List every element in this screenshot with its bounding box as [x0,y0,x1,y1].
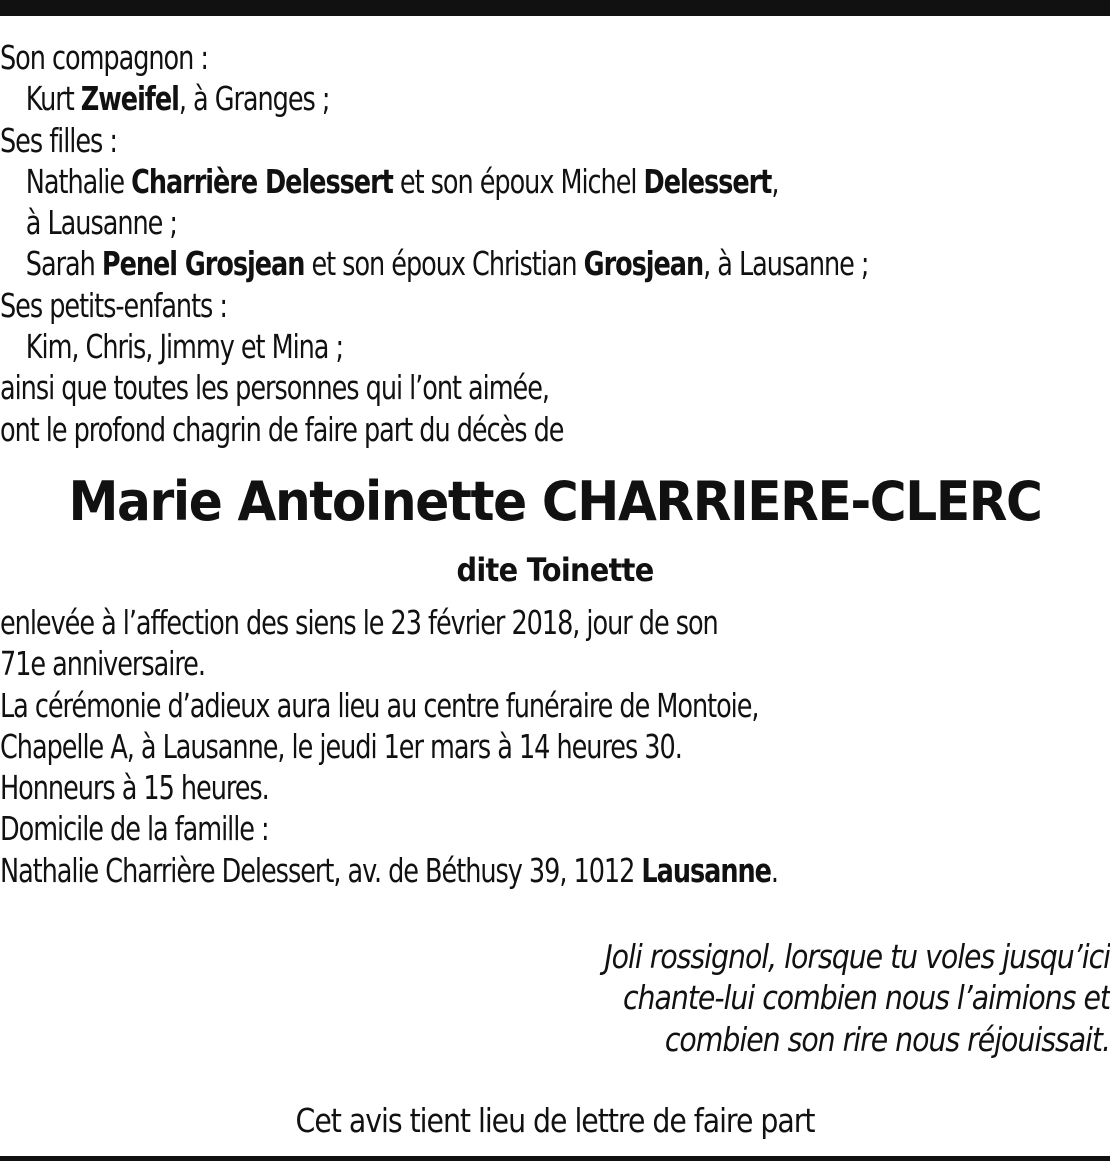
companion-place: , à Granges ; [178,79,330,119]
grandchildren-heading: Ses petits-enfants : [0,285,227,325]
grandchildren-names: Kim, Chris, Jimmy et Mina ; [25,327,344,367]
announcement-line: ont le profond chagrin de faire part du décès de [0,409,564,449]
daughters-heading: Ses filles : [0,120,117,160]
daughter2-first-name: Sarah [25,244,102,284]
details-block [0,602,951,891]
poem [155,936,1110,1060]
family-list [0,37,951,450]
daughter2-last-name: Penel Grosjean [101,244,305,284]
poem-line-1: Joli rossignol, lorsque tu voles jusqu’ici [604,937,1110,976]
bottom-rule [0,1156,1110,1161]
details-line-1: enlevée à l’affection des siens le 23 février 2018, jour de son [0,603,718,642]
companion-first-name: Kurt [25,79,81,119]
companion-line [0,78,951,119]
companion-last-name: Zweifel [80,79,179,119]
deceased-nickname: dite Toinette [456,551,654,589]
details-line-3: La cérémonie d’adieux aura lieu au centre funéraire de Montoie, [0,685,759,725]
daughter2-spouse-intro: et son époux Christian [304,244,584,284]
details-line-6: Domicile de la famille : [0,809,269,849]
daughter1-first-name: Nathalie [25,161,132,201]
address-text: Nathalie Charrière Delessert, av. de Béthusy 39, 1012 [0,850,642,890]
daughter1-line [0,161,951,202]
companion-heading: Son compagnon : [0,38,208,77]
details-line-2: 71e anniversaire. [0,644,205,684]
poem-line-3: combien son rire nous réjouissait. [664,1019,1110,1059]
daughter1-place: à Lausanne ; [25,203,177,243]
footer-note: Cet avis tient lieu de lettre de faire part [295,1101,815,1140]
daughter2-spouse-last-name: Grosjean [583,244,704,284]
family-address [0,850,951,891]
daughter1-spouse-intro: et son époux Michel [392,161,644,201]
address-city: Lausanne [641,850,771,890]
deceased-name: Marie Antoinette CHARRIERE-CLERC [68,470,1042,533]
daughter2-place: , à Lausanne ; [703,244,869,284]
address-end: . [770,850,779,890]
poem-line-2: chante-lui combien nous l’aimions et [622,978,1110,1018]
others-line: ainsi que toutes les personnes qui l’ont aimée, [0,368,550,408]
daughter1-spouse-last-name: Delessert [643,161,772,201]
daughter1-last-name: Charrière Delessert [131,161,393,201]
details-line-5: Honneurs à 15 heures. [0,768,269,808]
details-line-4: Chapelle A, à Lausanne, le jeudi 1er mars à 14 heures 30. [0,726,682,766]
daughter1-trail: , [771,161,779,201]
daughter2-line [0,243,951,284]
top-rule [0,0,1110,16]
